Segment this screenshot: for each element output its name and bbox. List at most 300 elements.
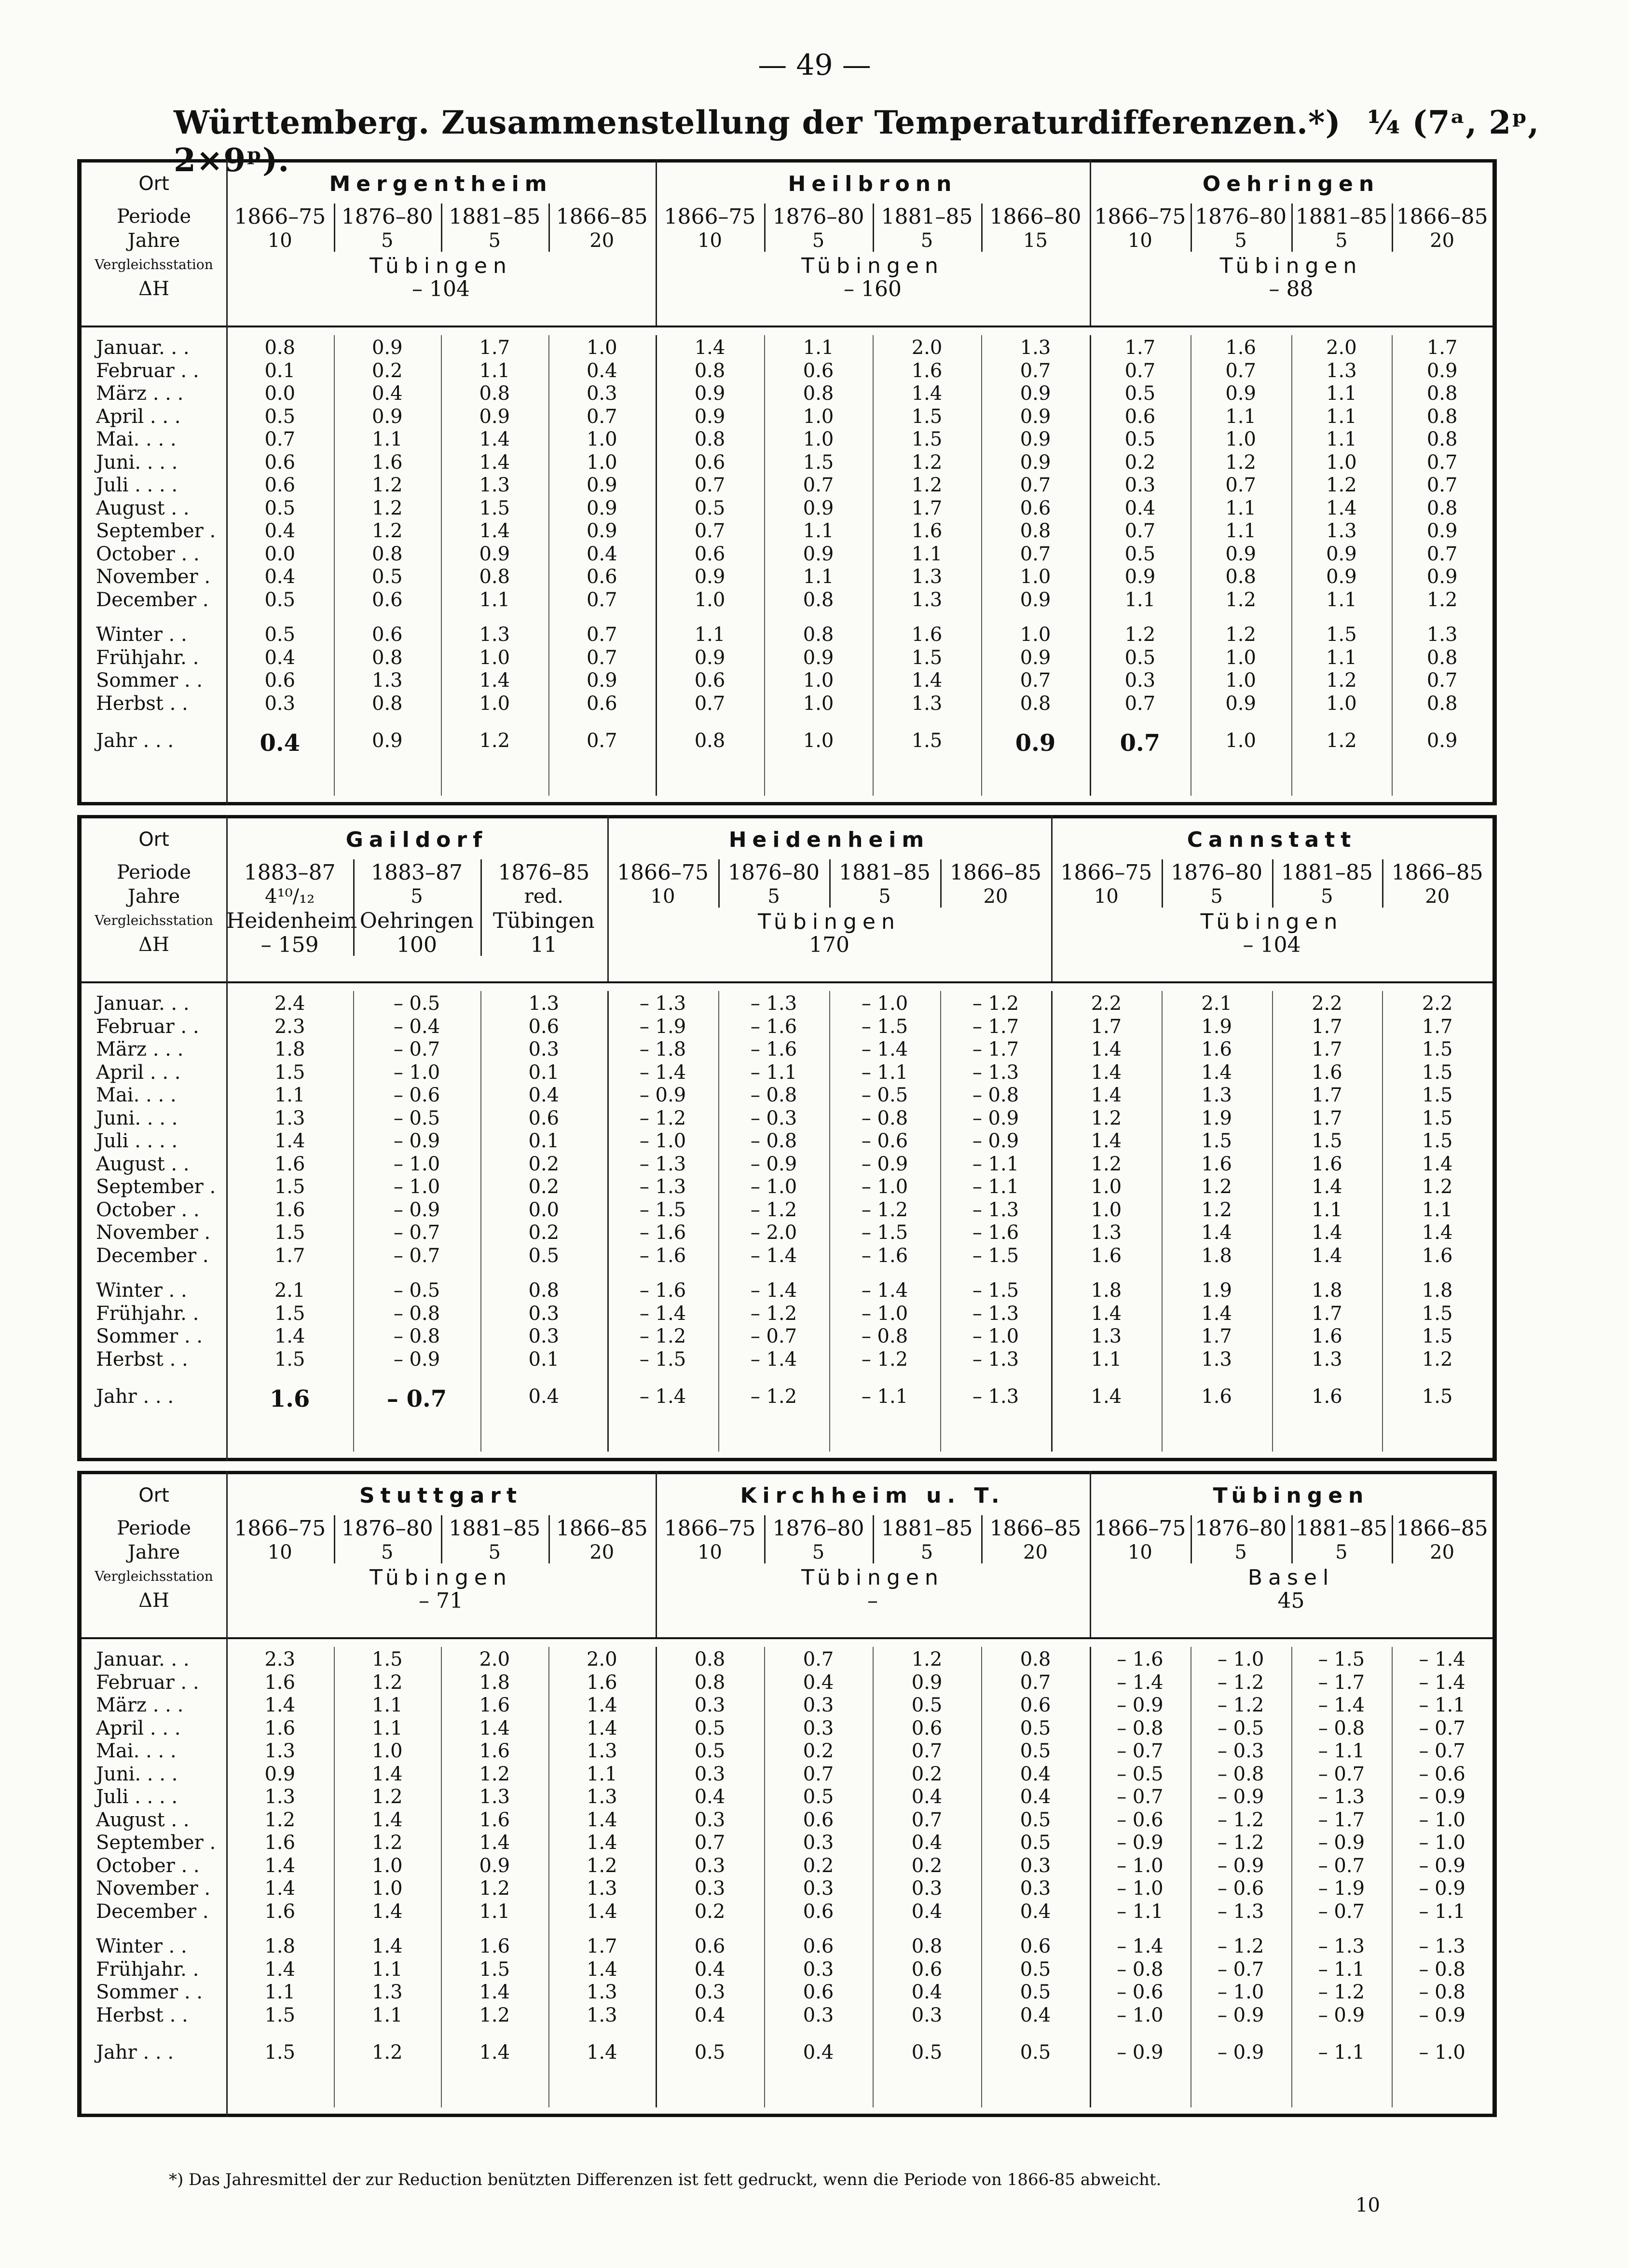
ref-separator: [480, 908, 482, 956]
data-value: 1.0: [1225, 646, 1256, 669]
data-value: 1.1: [803, 566, 834, 588]
data-value: 1.2: [1124, 624, 1156, 646]
data-value: 0.8: [371, 543, 403, 565]
data-value: 0.2: [371, 359, 403, 382]
data-value: 1.7: [1312, 1015, 1342, 1038]
data-value: 1.0: [803, 669, 834, 692]
data-value: 1.5: [1201, 1130, 1232, 1152]
data-value: – 1.1: [1419, 1694, 1465, 1716]
data-value: – 0.8: [1419, 1958, 1465, 1981]
data-value: 1.2: [371, 474, 403, 496]
data-value: 0.8: [694, 730, 726, 752]
years-cell: 5: [767, 885, 780, 908]
years-cell: 10: [1094, 885, 1119, 908]
data-value: 0.9: [1426, 359, 1458, 382]
data-value: 1.8: [1422, 1279, 1453, 1302]
data-value: 0.2: [528, 1153, 560, 1175]
data-value: 0.3: [1124, 474, 1156, 496]
period-separator: [1392, 204, 1393, 252]
data-value: – 1.3: [639, 1153, 686, 1175]
data-value: – 1.0: [1419, 1808, 1465, 1831]
data-value: – 1.6: [750, 1015, 797, 1038]
height-difference: 100: [397, 933, 437, 957]
data-value: – 1.3: [972, 1385, 1019, 1408]
data-value: – 1.2: [972, 992, 1019, 1015]
years-cell: 10: [698, 230, 722, 252]
data-value: 0.3: [694, 1808, 726, 1831]
data-value: 0.4: [371, 382, 403, 405]
data-value: 0.6: [1020, 497, 1051, 519]
data-value: 1.3: [911, 692, 943, 715]
header-label-jahre: Jahre: [127, 1541, 180, 1563]
data-value: 1.4: [479, 1717, 510, 1739]
data-value: 1.5: [1422, 1107, 1453, 1129]
data-value: 1.4: [911, 382, 943, 405]
row-label: März . . .: [96, 1694, 184, 1716]
data-value: 0.7: [694, 692, 726, 715]
data-value: 0.6: [694, 451, 726, 474]
period-separator: [1392, 1515, 1393, 1563]
data-value: 0.4: [911, 1900, 943, 1923]
data-value: 0.9: [1020, 646, 1051, 669]
data-value: – 1.3: [972, 1302, 1019, 1325]
data-value: 0.5: [264, 588, 296, 611]
data-value: 1.2: [1326, 474, 1357, 496]
row-label: October . .: [96, 1198, 200, 1221]
years-cell: 5: [381, 1541, 394, 1563]
data-value: 0.5: [911, 1694, 943, 1716]
data-value: 1.2: [479, 1763, 510, 1785]
data-value: 0.5: [1124, 543, 1156, 565]
data-value: – 0.7: [1419, 1740, 1465, 1762]
row-label: April . . .: [96, 405, 181, 428]
data-value: – 1.2: [1217, 1671, 1264, 1694]
data-value: 0.9: [264, 1763, 296, 1785]
years-cell: 10: [1127, 1541, 1152, 1563]
data-value: 0.5: [1020, 1981, 1051, 2003]
data-value: 0.3: [1020, 1854, 1051, 1877]
period-separator: [1291, 1515, 1293, 1563]
data-value: 1.4: [586, 1694, 617, 1716]
data-value: 1.2: [1422, 1176, 1453, 1198]
data-value: – 1.4: [750, 1279, 797, 1302]
period-separator: [1291, 204, 1293, 252]
data-value: 0.8: [694, 359, 726, 382]
data-value: 0.9: [911, 1671, 943, 1694]
data-value: 0.5: [803, 1786, 834, 1808]
data-value: 0.8: [1020, 692, 1051, 715]
data-value: 1.5: [371, 1648, 403, 1670]
data-value: 0.6: [528, 1015, 560, 1038]
data-value: – 1.4: [1117, 1935, 1164, 1957]
data-value: 0.8: [371, 646, 403, 669]
data-value: 0.8: [1426, 646, 1458, 669]
data-value: – 1.6: [972, 1222, 1019, 1244]
station-data-rule: [607, 991, 609, 1452]
data-value: 1.4: [586, 1717, 617, 1739]
data-value: 1.6: [264, 1717, 296, 1739]
data-value: 1.4: [264, 1958, 296, 1981]
data-value: – 1.9: [1318, 1877, 1365, 1900]
data-value: 1.5: [274, 1222, 305, 1244]
data-value: 0.1: [264, 359, 296, 382]
height-difference: – 159: [260, 933, 319, 957]
data-value: – 0.8: [1419, 1981, 1465, 2003]
data-value: – 1.1: [1318, 2041, 1365, 2064]
data-value: 0.5: [264, 624, 296, 646]
station-name: Heilbronn: [788, 172, 958, 196]
reference-station: Tübingen: [1200, 910, 1343, 934]
data-value: – 0.7: [1117, 1740, 1164, 1762]
data-value: 0.4: [694, 2004, 726, 2026]
data-value: 1.3: [911, 566, 943, 588]
data-value: 0.5: [1124, 428, 1156, 450]
data-value: 1.7: [1312, 1084, 1342, 1106]
data-value: 1.7: [274, 1244, 305, 1267]
data-value: 1.6: [1312, 1061, 1342, 1084]
data-value: 1.5: [1312, 1130, 1342, 1152]
period-separator: [548, 204, 550, 252]
data-value: 1.1: [1326, 646, 1357, 669]
row-label: Juni. . . .: [96, 1763, 178, 1785]
data-value: 1.0: [371, 1740, 403, 1762]
data-value: 1.5: [911, 428, 943, 450]
data-value: 1.7: [479, 337, 510, 359]
data-value: – 1.4: [861, 1038, 908, 1060]
data-value: 0.0: [264, 382, 296, 405]
data-value: 1.1: [694, 624, 726, 646]
data-value: 1.1: [911, 543, 943, 565]
data-value: – 1.5: [861, 1015, 908, 1038]
data-value: – 1.0: [861, 1302, 908, 1325]
period-cell: 1876–80: [728, 860, 820, 885]
header-label-vergleich: Vergleichsstation: [95, 1568, 213, 1584]
data-value: 1.4: [1326, 497, 1357, 519]
period-cell: 1866–75: [1094, 1516, 1186, 1541]
data-value: 1.4: [1201, 1222, 1232, 1244]
data-value: 1.1: [1225, 520, 1256, 542]
data-value: – 1.3: [639, 1176, 686, 1198]
data-value: 1.6: [479, 1935, 510, 1957]
data-value: 1.3: [1201, 1348, 1232, 1371]
data-value: – 1.4: [1419, 1671, 1465, 1694]
data-value: 0.4: [911, 1786, 943, 1808]
data-value: 0.0: [528, 1198, 560, 1221]
header-label-vergleich: Vergleichsstation: [95, 257, 213, 272]
period-cell: 1881–85: [449, 1516, 541, 1541]
years-cell: 4¹⁰/₁₂: [265, 885, 315, 908]
period-cell: 1866–75: [234, 1516, 326, 1541]
data-value: – 0.4: [393, 1015, 440, 1038]
data-value: 1.5: [479, 497, 510, 519]
data-value: – 1.6: [750, 1038, 797, 1060]
row-label: Frühjahr. .: [96, 1302, 199, 1325]
row-label: Januar. . .: [96, 992, 190, 1015]
data-value: 1.3: [586, 1877, 617, 1900]
data-value: – 0.9: [1419, 1786, 1465, 1808]
row-label: Winter . .: [96, 624, 187, 646]
data-value: – 1.5: [1318, 1648, 1365, 1670]
data-value: – 1.7: [972, 1015, 1019, 1038]
data-value: 1.0: [1091, 1176, 1122, 1198]
reference-station: Oehringen: [359, 909, 474, 933]
years-cell: 20: [1023, 1541, 1048, 1563]
data-value: – 0.8: [750, 1084, 797, 1106]
data-value: – 0.9: [1318, 1832, 1365, 1854]
row-label: Frühjahr. .: [96, 646, 199, 669]
data-value: 1.4: [1091, 1084, 1122, 1106]
data-value: 0.5: [264, 497, 296, 519]
data-value: – 1.0: [1217, 1981, 1264, 2003]
data-value: 1.5: [264, 2041, 296, 2064]
data-value: – 1.4: [639, 1061, 686, 1084]
data-value: 0.3: [1124, 669, 1156, 692]
data-value: 1.7: [1426, 337, 1458, 359]
height-difference: 45: [1277, 1589, 1305, 1613]
data-value: 1.5: [274, 1061, 305, 1084]
row-label: Juni. . . .: [96, 451, 178, 474]
period-separator: [441, 204, 442, 252]
data-value: – 0.7: [393, 1244, 440, 1267]
data-value: 1.2: [1326, 669, 1357, 692]
years-cell: 10: [698, 1541, 722, 1563]
years-cell: 20: [589, 1541, 615, 1563]
data-value: 1.1: [264, 1981, 296, 2003]
data-value: 1.4: [586, 1958, 617, 1981]
row-label: August . .: [96, 497, 190, 519]
data-value: – 0.7: [750, 1325, 797, 1347]
data-value: 1.1: [371, 428, 403, 450]
data-value: 0.8: [1426, 405, 1458, 428]
station-data-rule: [1090, 1647, 1091, 2107]
data-value: 1.0: [1225, 730, 1256, 752]
data-value: 1.6: [911, 624, 943, 646]
data-value: 0.4: [528, 1084, 560, 1106]
data-value: 1.0: [371, 1854, 403, 1877]
years-cell: 5: [1321, 885, 1333, 908]
row-label: März . . .: [96, 1038, 184, 1060]
data-value: – 1.1: [1419, 1900, 1465, 1923]
height-difference: – 71: [419, 1589, 463, 1613]
data-value: 1.6: [264, 1832, 296, 1854]
data-value: 1.6: [1201, 1385, 1232, 1408]
data-value: 0.8: [1426, 428, 1458, 450]
data-value: 1.6: [586, 1671, 617, 1694]
data-value: – 1.2: [861, 1348, 908, 1371]
row-label: Winter . .: [96, 1279, 187, 1302]
data-value: 0.3: [911, 1877, 943, 1900]
data-value: 0.3: [694, 1694, 726, 1716]
data-value: 1.4: [1091, 1038, 1122, 1060]
data-value: – 0.7: [1318, 1900, 1365, 1923]
period-cell: 1866–85: [1396, 1516, 1488, 1541]
data-value: 0.3: [694, 1763, 726, 1785]
years-cell: 5: [920, 1541, 933, 1563]
data-value: – 0.6: [1117, 1808, 1164, 1831]
data-value: – 0.9: [1217, 2041, 1264, 2064]
data-value: 1.2: [1091, 1153, 1122, 1175]
data-value: 0.9: [1426, 566, 1458, 588]
data-value: – 0.7: [393, 1222, 440, 1244]
header-label-ort: Ort: [138, 173, 169, 195]
period-cell: 1866–75: [617, 860, 709, 885]
row-label: Februar . .: [96, 1671, 199, 1694]
data-value: 1.1: [1124, 588, 1156, 611]
header-label-jahre: Jahre: [127, 885, 180, 908]
data-value: 0.3: [694, 1854, 726, 1877]
data-value: 1.2: [1326, 730, 1357, 752]
data-value: – 0.9: [1318, 2004, 1365, 2026]
data-value: 1.6: [264, 1900, 296, 1923]
data-value: 1.1: [1225, 497, 1256, 519]
data-value: 1.1: [479, 1900, 510, 1923]
data-value: 0.9: [1124, 566, 1156, 588]
data-value: – 1.0: [393, 1061, 440, 1084]
data-value: 0.9: [1225, 382, 1256, 405]
data-value: – 0.8: [1217, 1763, 1264, 1785]
data-value: 1.4: [371, 1808, 403, 1831]
data-value: 0.7: [803, 1763, 834, 1785]
data-value: 0.6: [911, 1717, 943, 1739]
period-cell: 1866–75: [1060, 860, 1152, 885]
data-value: 1.5: [803, 451, 834, 474]
data-value: 0.7: [1124, 520, 1156, 542]
data-value: – 1.1: [1318, 1740, 1365, 1762]
data-value: – 1.0: [1217, 1648, 1264, 1670]
period-cell: 1866–75: [1094, 204, 1186, 229]
data-value: 0.8: [528, 1279, 560, 1302]
data-value: – 0.3: [750, 1107, 797, 1129]
data-value: 0.9: [586, 520, 617, 542]
period-separator: [1382, 859, 1383, 908]
years-cell: 20: [983, 885, 1008, 908]
data-value: 1.0: [1091, 1198, 1122, 1221]
data-value: 0.3: [586, 382, 617, 405]
data-value: – 0.5: [393, 1107, 440, 1129]
period-cell: 1883–87: [371, 860, 463, 885]
title-text: Württemberg. Zusammenstellung der Temperaturdifferenzen.*): [174, 104, 1341, 141]
data-value: 1.3: [586, 2004, 617, 2026]
period-separator: [940, 859, 942, 908]
data-value: 1.7: [1312, 1302, 1342, 1325]
data-value: – 0.5: [393, 992, 440, 1015]
data-value: 1.4: [264, 1694, 296, 1716]
row-label: August . .: [96, 1153, 190, 1175]
data-value: 1.6: [1312, 1153, 1342, 1175]
data-value: – 1.3: [750, 992, 797, 1015]
data-value: 1.6: [1422, 1244, 1453, 1267]
years-cell: 5: [488, 230, 501, 252]
data-value: 1.7: [1312, 1107, 1342, 1129]
data-value: 0.4: [528, 1385, 560, 1408]
years-cell: 5: [878, 885, 891, 908]
data-value: – 1.3: [1318, 1935, 1365, 1957]
data-value: 1.5: [274, 1302, 305, 1325]
table-bottom-rule: [82, 2114, 1492, 2117]
data-value: 1.2: [911, 1648, 943, 1670]
data-value: 0.2: [911, 1854, 943, 1877]
data-value: 1.1: [803, 520, 834, 542]
row-label: December .: [96, 1244, 209, 1267]
data-value: – 0.9: [1419, 1854, 1465, 1877]
data-value: 1.3: [528, 992, 560, 1015]
data-value: 0.6: [1020, 1694, 1051, 1716]
data-value: 1.0: [586, 337, 617, 359]
data-value: – 0.6: [1419, 1763, 1465, 1785]
data-value: 1.4: [1422, 1153, 1453, 1175]
data-value: – 1.0: [972, 1325, 1019, 1347]
data-value: 1.7: [1201, 1325, 1232, 1347]
data-value: – 1.6: [861, 1244, 908, 1267]
data-value: 1.6: [911, 359, 943, 382]
data-value: 1.4: [586, 1900, 617, 1923]
data-value: – 1.6: [639, 1244, 686, 1267]
data-value: – 0.8: [393, 1302, 440, 1325]
table-bottom-rule: [82, 1458, 1492, 1461]
period-separator: [764, 1515, 766, 1563]
data-value: 1.3: [371, 669, 403, 692]
data-value: 0.9: [586, 497, 617, 519]
data-value: 1.7: [586, 1935, 617, 1957]
station-name: Cannstatt: [1187, 828, 1357, 852]
data-value: – 1.6: [1117, 1648, 1164, 1670]
data-value: 0.8: [479, 382, 510, 405]
row-label: Frühjahr. .: [96, 1958, 199, 1981]
period-cell: 1881–85: [1295, 1516, 1387, 1541]
row-label: Juli . . . .: [96, 1130, 178, 1152]
years-cell: 10: [650, 885, 675, 908]
station-data-rule: [1051, 991, 1053, 1452]
period-separator: [1191, 204, 1192, 252]
data-value: 1.4: [586, 1832, 617, 1854]
data-value: 1.3: [1312, 1348, 1342, 1371]
data-value: 1.0: [1020, 624, 1051, 646]
data-value: 0.7: [803, 1648, 834, 1670]
data-value: 0.7: [1124, 692, 1156, 715]
reference-station: Tübingen: [801, 254, 944, 278]
data-value: – 1.3: [1419, 1935, 1465, 1957]
data-value: 0.6: [264, 474, 296, 496]
data-value: – 1.3: [972, 1348, 1019, 1371]
years-cell: 5: [920, 230, 933, 252]
table-top-rule: [82, 159, 1492, 163]
data-value: – 1.4: [861, 1279, 908, 1302]
data-value: 1.0: [803, 730, 834, 752]
header-label-periode: Periode: [116, 861, 192, 883]
data-value: – 0.8: [750, 1130, 797, 1152]
data-value: – 0.5: [393, 1279, 440, 1302]
period-cell: 1866–85: [556, 1516, 648, 1541]
data-value: 1.6: [1312, 1385, 1342, 1408]
data-value: 0.7: [586, 588, 617, 611]
years-cell: 5: [812, 1541, 825, 1563]
period-separator: [764, 204, 766, 252]
data-value: – 0.9: [1217, 1786, 1264, 1808]
header-rule: [82, 326, 1492, 327]
data-value: – 0.9: [972, 1130, 1019, 1152]
data-value: 1.8: [1312, 1279, 1342, 1302]
ref-separator: [353, 908, 355, 956]
data-value: 1.4: [264, 1877, 296, 1900]
data-value: 2.0: [586, 1648, 617, 1670]
data-value: 0.3: [803, 1832, 834, 1854]
data-value: 1.0: [479, 646, 510, 669]
data-value: 0.6: [911, 1958, 943, 1981]
row-label: Juli . . . .: [96, 1786, 178, 1808]
data-value: 1.1: [1422, 1198, 1453, 1221]
data-value: 0.3: [694, 1981, 726, 2003]
data-value: – 0.5: [861, 1084, 908, 1106]
